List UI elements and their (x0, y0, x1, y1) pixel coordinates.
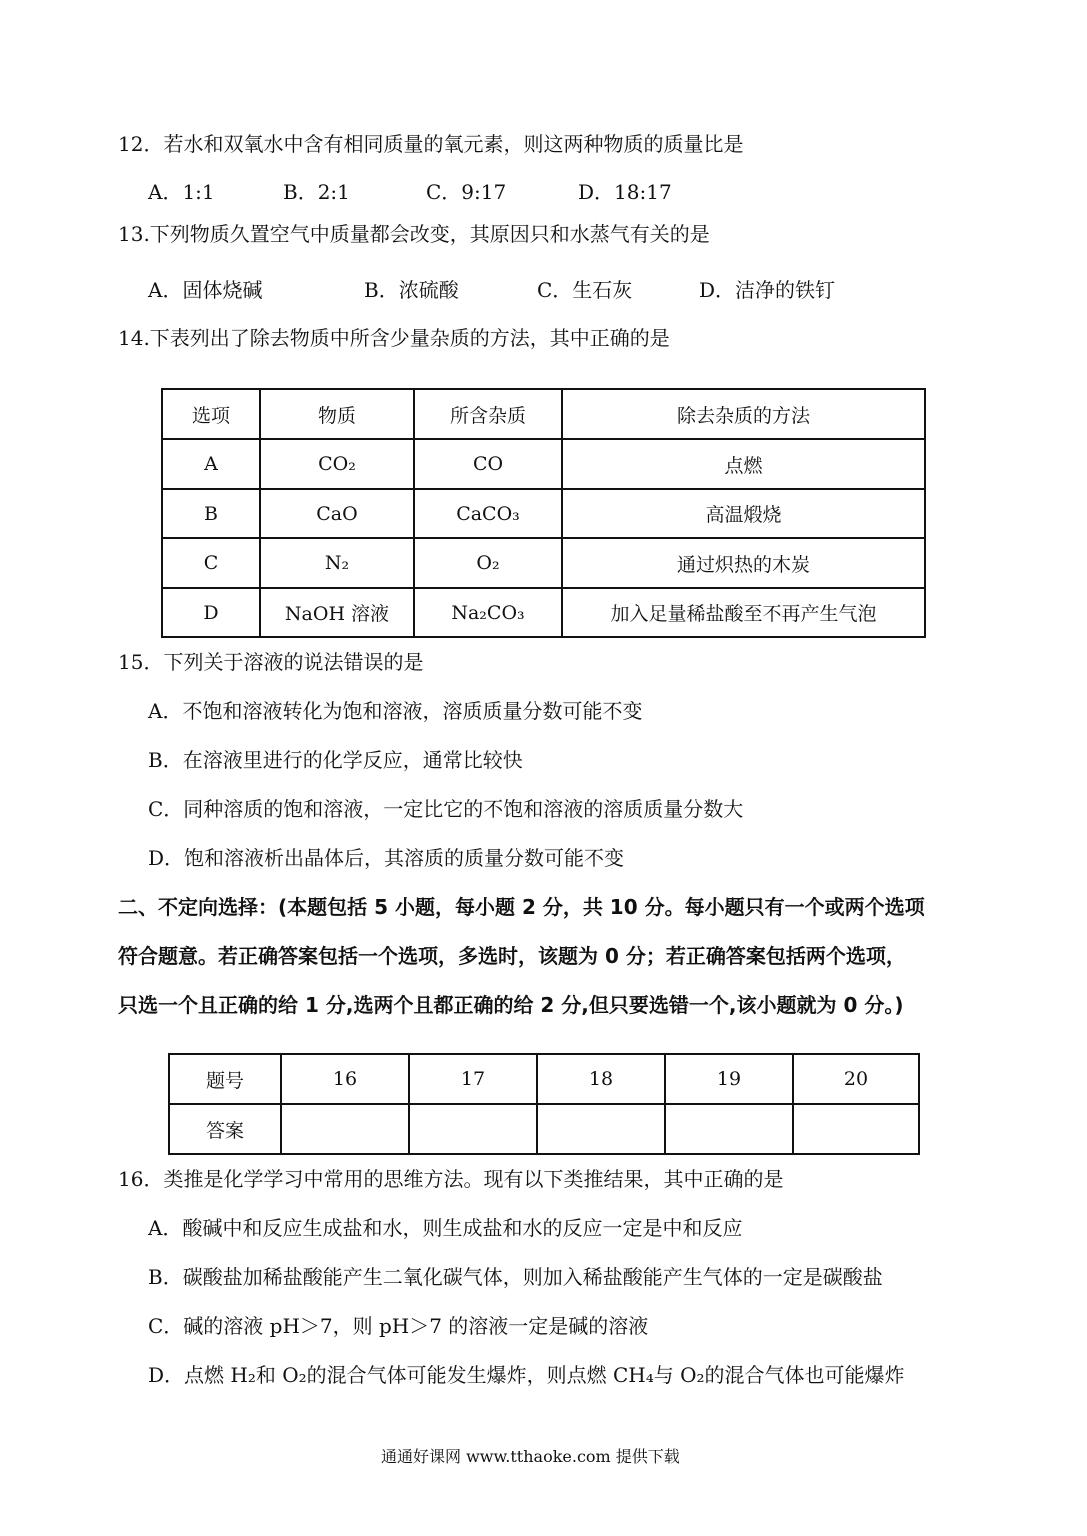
q14-stem: 14.下表列出了除去物质中所含少量杂质的方法，其中正确的是 (118, 326, 670, 350)
answer-table-answer-row (169, 1104, 919, 1154)
q16-stem: 16．类推是化学学习中常用的思维方法。现有以下类推结果，其中正确的是 (118, 1167, 784, 1191)
impurity-table (161, 388, 926, 638)
answer-table-number-row (169, 1054, 919, 1104)
table-row (162, 489, 925, 538)
table-cell: 通过炽热的木炭 (562, 538, 925, 588)
table-cell: CaCO₃ (414, 489, 562, 538)
q13-stem: 13.下列物质久置空气中质量都会改变，其原因只和水蒸气有关的是 (118, 222, 710, 246)
q12-stem: 12．若水和双氧水中含有相同质量的氧元素，则这两种物质的质量比是 (118, 132, 744, 156)
question-number-cell: 17 (409, 1054, 537, 1104)
q16-option-b: B．碳酸盐加稀盐酸能产生二氧化碳气体，则加入稀盐酸能产生气体的一定是碳酸盐 (148, 1265, 883, 1289)
table-cell: B (162, 489, 260, 538)
q16-option-a: A．酸碱中和反应生成盐和水，则生成盐和水的反应一定是中和反应 (148, 1216, 743, 1240)
answer-cell[interactable] (793, 1104, 919, 1154)
q15-option-b: B．在溶液里进行的化学反应，通常比较快 (148, 748, 523, 772)
q12-option-d: D．18:17 (578, 180, 672, 204)
table-header-cell: 物质 (260, 389, 414, 439)
question-number-cell: 19 (665, 1054, 793, 1104)
table-header-cell: 所含杂质 (414, 389, 562, 439)
table-cell: CO₂ (260, 439, 414, 489)
q12-option-c: C．9:17 (426, 180, 507, 204)
table-cell: NaOH 溶液 (260, 588, 414, 637)
table-cell: O₂ (414, 538, 562, 588)
q12-option-a: A．1:1 (148, 180, 215, 204)
answer-cell[interactable] (409, 1104, 537, 1154)
table-cell: CO (414, 439, 562, 489)
table-cell: 高温煅烧 (562, 489, 925, 538)
q15-option-c: C．同种溶质的饱和溶液，一定比它的不饱和溶液的溶质质量分数大 (148, 797, 744, 821)
table-cell: 点燃 (562, 439, 925, 489)
table-row (162, 538, 925, 588)
answer-table (168, 1053, 920, 1155)
table-row (162, 588, 925, 637)
table-cell: C (162, 538, 260, 588)
answer-cell[interactable] (665, 1104, 793, 1154)
answer-cell[interactable] (281, 1104, 409, 1154)
q13-option-d: D．洁净的铁钉 (699, 278, 836, 302)
q12-option-b: B．2:1 (283, 180, 350, 204)
table-header-cell: 除去杂质的方法 (562, 389, 925, 439)
table-header-row (162, 389, 925, 439)
page-footer: 通通好课网 www.tthaoke.com 提供下载 (381, 1447, 680, 1466)
q13-option-c: C．生石灰 (537, 278, 633, 302)
table-cell: A (162, 439, 260, 489)
q15-stem: 15．下列关于溶液的说法错误的是 (118, 650, 424, 674)
answer-table-label: 题号 (169, 1054, 281, 1104)
q16-option-c: C．碱的溶液 pH＞7，则 pH＞7 的溶液一定是碱的溶液 (148, 1314, 649, 1338)
table-row (162, 439, 925, 489)
section2-instructions-line2: 符合题意。若正确答案包括一个选项，多选时，该题为 0 分；若正确答案包括两个选项， (118, 944, 906, 968)
table-cell: D (162, 588, 260, 637)
answer-table-label: 答案 (169, 1104, 281, 1154)
section2-instructions-line1: 二、不定向选择：(本题包括 5 小题，每小题 2 分，共 10 分。每小题只有一个或两个选项 (118, 895, 925, 919)
table-cell: N₂ (260, 538, 414, 588)
table-cell: CaO (260, 489, 414, 538)
table-header-cell: 选项 (162, 389, 260, 439)
section2-instructions-line3: 只选一个且正确的给 1 分,选两个且都正确的给 2 分,但只要选错一个,该小题就为 0 分。) (118, 993, 904, 1017)
q13-option-b: B．浓硫酸 (364, 278, 459, 302)
q15-option-a: A．不饱和溶液转化为饱和溶液，溶质质量分数可能不变 (148, 699, 643, 723)
q16-option-d: D．点燃 H₂和 O₂的混合气体可能发生爆炸，则点燃 CH₄与 O₂的混合气体也可能爆炸 (148, 1363, 905, 1387)
question-number-cell: 20 (793, 1054, 919, 1104)
table-cell: Na₂CO₃ (414, 588, 562, 637)
question-number-cell: 18 (537, 1054, 665, 1104)
answer-cell[interactable] (537, 1104, 665, 1154)
q15-option-d: D．饱和溶液析出晶体后，其溶质的质量分数可能不变 (148, 846, 625, 870)
table-cell: 加入足量稀盐酸至不再产生气泡 (562, 588, 925, 637)
q13-option-a: A．固体烧碱 (148, 278, 263, 302)
question-number-cell: 16 (281, 1054, 409, 1104)
